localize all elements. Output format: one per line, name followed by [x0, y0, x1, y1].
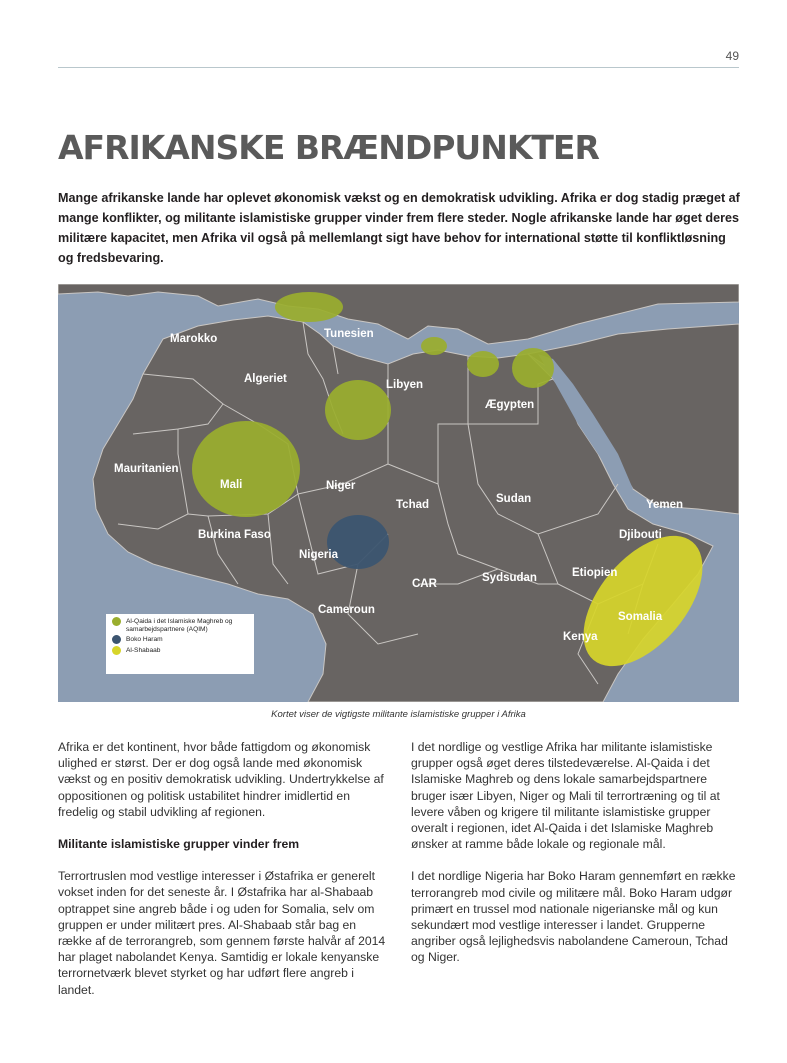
aqim-zone-mali — [192, 421, 300, 517]
legend-label-boko-haram: Boko Haram — [126, 636, 163, 643]
label-mauritanien: Mauritanien — [114, 463, 179, 475]
aqim-zone-libya-west — [421, 337, 447, 355]
aqim-zone-egypt — [512, 348, 554, 388]
aqim-zone-libya-east — [467, 351, 499, 377]
header-rule — [58, 67, 739, 68]
legend-item-aqim — [112, 618, 248, 633]
page-number: 49 — [725, 49, 739, 63]
label-etiopien: Etiopien — [572, 567, 618, 579]
label-aegypten: Ægypten — [485, 399, 535, 411]
label-kenya: Kenya — [563, 631, 598, 643]
label-marokko: Marokko — [170, 333, 218, 345]
label-libyen: Libyen — [386, 379, 424, 391]
label-car: CAR — [412, 578, 437, 590]
legend-item-al-shabaab — [112, 647, 248, 655]
right-paragraph-2: I det nordlige Nigeria har Boko Haram gennemført en række terrorangreb mod civile og militære mål. Boko Haram udgør primært en trussel mod nationale nigerianske mål og kun sekundært mod vestlige interesser i landet. Grupperne angriber også lejlighedsvis nabolandene Cameroun, Tchad og Niger. — [411, 869, 736, 965]
label-nigeria: Nigeria — [299, 549, 338, 561]
legend-dot-boko-haram — [112, 635, 121, 644]
section-subheading: Militante islamistiske grupper vinder frem — [58, 837, 300, 852]
label-niger: Niger — [326, 480, 356, 492]
legend-dot-al-shabaab — [112, 646, 121, 655]
left-paragraph-1: Afrika er det kontinent, hvor både fattigdom og økonomisk ulighed er størst. Der er dog også lande med økonomisk vækst og en positiv demokratisk udvikling. Undertrykkelse af oppositionen og politisk ustabilitet hindrer imidlertid en fredelig og stabil udvikling af regionen. — [58, 740, 384, 819]
page-title: AFRIKANSKE BRÆNDPUNKTER — [58, 128, 599, 167]
aqim-zone-algeria-north — [275, 292, 343, 322]
map-caption: Kortet viser de vigtigste militante islamistiske grupper i Afrika — [271, 709, 526, 720]
legend-label-aqim: Al-Qaida i det Islamiske Maghreb og samarbejdspartnere (AQIM) — [126, 618, 233, 633]
africa-map — [58, 284, 739, 702]
map-legend — [106, 614, 254, 674]
label-burkina: Burkina Faso — [198, 529, 271, 541]
label-somalia: Somalia — [618, 611, 663, 623]
lead-paragraph: Mange afrikanske lande har oplevet økonomisk vækst og en demokratisk udvikling. Afrika er dog stadig præget af mange konflikter, og militante islamistiske grupper vinder frem flere steder. Nogle afrikanske lande har øget deres militære kapacitet, men Afrika vil også på mellemlangt sigt have behov for international støtte til konfliktløsning og fredsbevaring. — [58, 191, 740, 265]
left-paragraph-2: Terrortruslen mod vestlige interesser i Østafrika er generelt vokset inden for det seneste år. I Østafrika har al-Shabaab optrappet sine angreb både i og uden for Somalia, selv om gruppen er under militært pres. Al-Shabaab står bag en række af de terrorangreb, som gennem første halvår af 2014 har plaget nabolandet Kenya. Samtidig er lokale kenyanske terrornetværk blevet styrket og har udført flere angreb i landet. — [58, 869, 386, 997]
label-sydsudan: Sydsudan — [482, 572, 537, 584]
right-column — [411, 739, 740, 982]
legend-label-al-shabaab: Al-Shabaab — [126, 647, 161, 654]
label-tchad: Tchad — [396, 499, 430, 511]
legend-dot-aqim — [112, 617, 121, 626]
label-cameroun: Cameroun — [318, 604, 375, 616]
label-tunesien: Tunesien — [324, 328, 374, 340]
right-paragraph-1: I det nordlige og vestlige Afrika har militante islamistiske grupper også øget deres tilstedeværelse. Al-Qaida i det Islamiske Maghreb og dens lokale samarbejdspartnere bruger især Libyen, Niger og Mali til terrortræning og til at levere våben og krigere til militante islamistiske grupper overalt i regionen, idet Al-Qaida i det Islamiske Maghreb ønsker at ramme både lokale og regionale mål. — [411, 740, 720, 852]
label-algeriet: Algeriet — [244, 373, 287, 385]
label-yemen: Yemen — [646, 499, 684, 511]
label-mali: Mali — [220, 479, 243, 491]
legend-item-boko-haram — [112, 636, 248, 644]
left-column — [58, 739, 386, 1014]
aqim-zone-libya-south — [325, 380, 391, 440]
label-djibouti: Djibouti — [619, 529, 662, 541]
label-sudan: Sudan — [496, 493, 532, 505]
